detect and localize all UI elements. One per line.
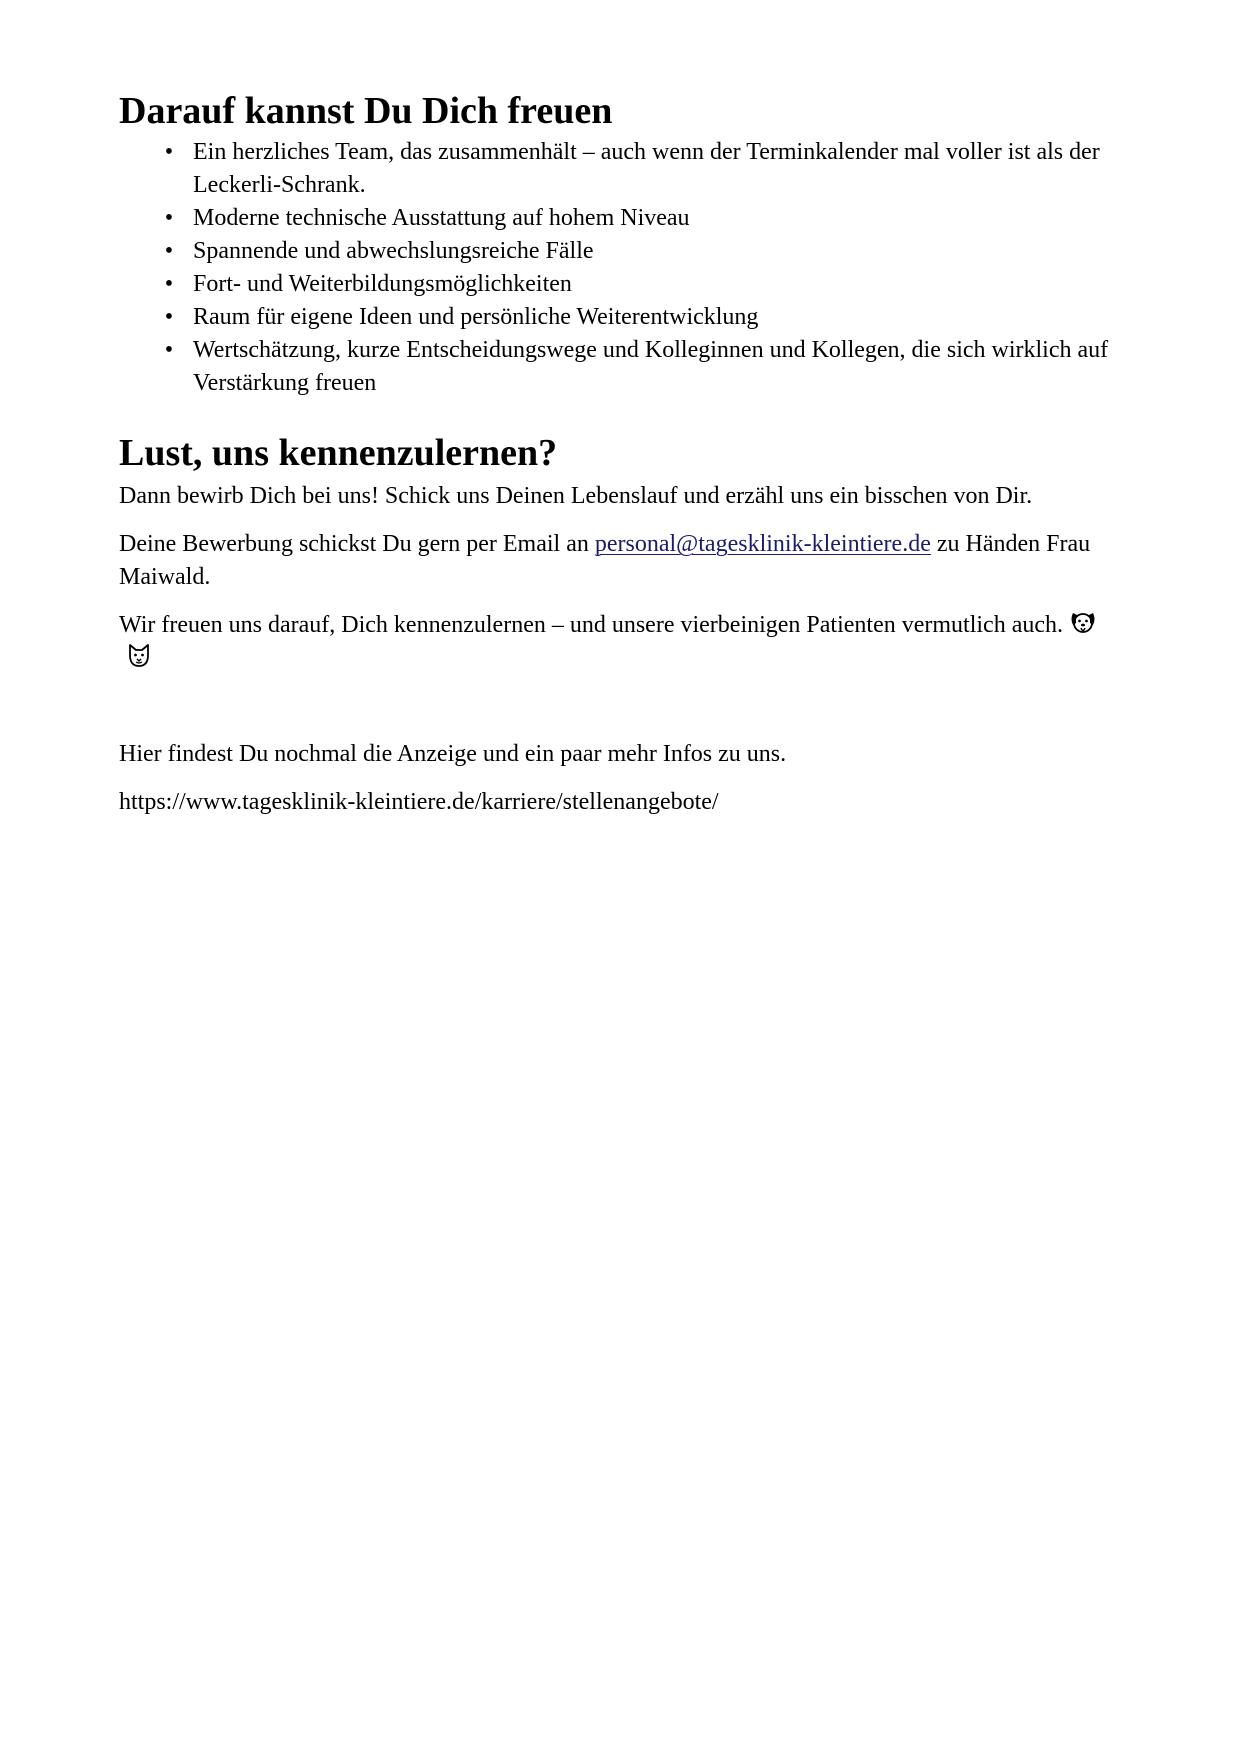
dog-face-icon — [1069, 609, 1097, 637]
closing-paragraph — [119, 609, 1129, 675]
bullet-icon: • — [164, 337, 174, 363]
benefits-list — [119, 136, 1129, 400]
info-paragraph: Hier findest Du nochmal die Anzeige und ein paar mehr Infos zu uns. — [119, 741, 787, 767]
bullet-icon: • — [164, 139, 174, 165]
list-item-text: Moderne technische Ausstattung auf hohem Niveau — [193, 205, 690, 231]
list-item — [119, 235, 1129, 268]
bullet-icon: • — [164, 238, 174, 264]
list-item-text: Raum für eigene Ideen und persönliche Weiterentwicklung — [193, 304, 759, 330]
email-link[interactable]: personal@tagesklinik-kleintiere.de — [594, 531, 931, 557]
list-item-text: Wertschätzung, kurze Entscheidungswege und Kolleginnen und Kollegen, die sich wirklich auf Verstärkung freuen — [193, 337, 1109, 396]
list-item — [119, 136, 1129, 202]
cat-face-icon — [125, 642, 153, 670]
apply-paragraph: Dann bewirb Dich bei uns! Schick uns Deinen Lebenslauf und erzähl uns ein bisschen von Dir. — [119, 483, 1033, 509]
benefits-section — [119, 86, 1129, 400]
list-item — [119, 334, 1129, 400]
list-item — [119, 301, 1129, 334]
list-item-text: Spannende und abwechslungsreiche Fälle — [193, 238, 594, 264]
benefits-heading: Darauf kannst Du Dich freuen — [119, 90, 613, 132]
list-item — [119, 202, 1129, 235]
bullet-icon: • — [164, 205, 174, 231]
bullet-icon: • — [164, 271, 174, 297]
list-item — [119, 268, 1129, 301]
contact-heading: Lust, uns kennenzulernen? — [119, 432, 558, 474]
contact-section — [119, 428, 1129, 819]
email-paragraph — [119, 528, 1129, 594]
document-page — [119, 86, 1129, 819]
email-suffix-text: zu Händen Frau Maiwald. — [119, 531, 1091, 590]
closing-text: Wir freuen uns darauf, Dich kennenzulernen – und unsere vierbeinigen Patienten vermutlich auch. — [119, 612, 1064, 638]
url-text: https://www.tagesklinik-kleintiere.de/karriere/stellenangebote/ — [119, 789, 719, 815]
list-item-text: Fort- und Weiterbildungsmöglichkeiten — [193, 271, 572, 297]
bullet-icon: • — [164, 304, 174, 330]
list-item-text: Ein herzliches Team, das zusammenhält – auch wenn der Terminkalender mal voller ist als der Leckerli-Schrank. — [193, 139, 1100, 198]
email-prefix-text: Deine Bewerbung schickst Du gern per Email an — [119, 531, 595, 557]
